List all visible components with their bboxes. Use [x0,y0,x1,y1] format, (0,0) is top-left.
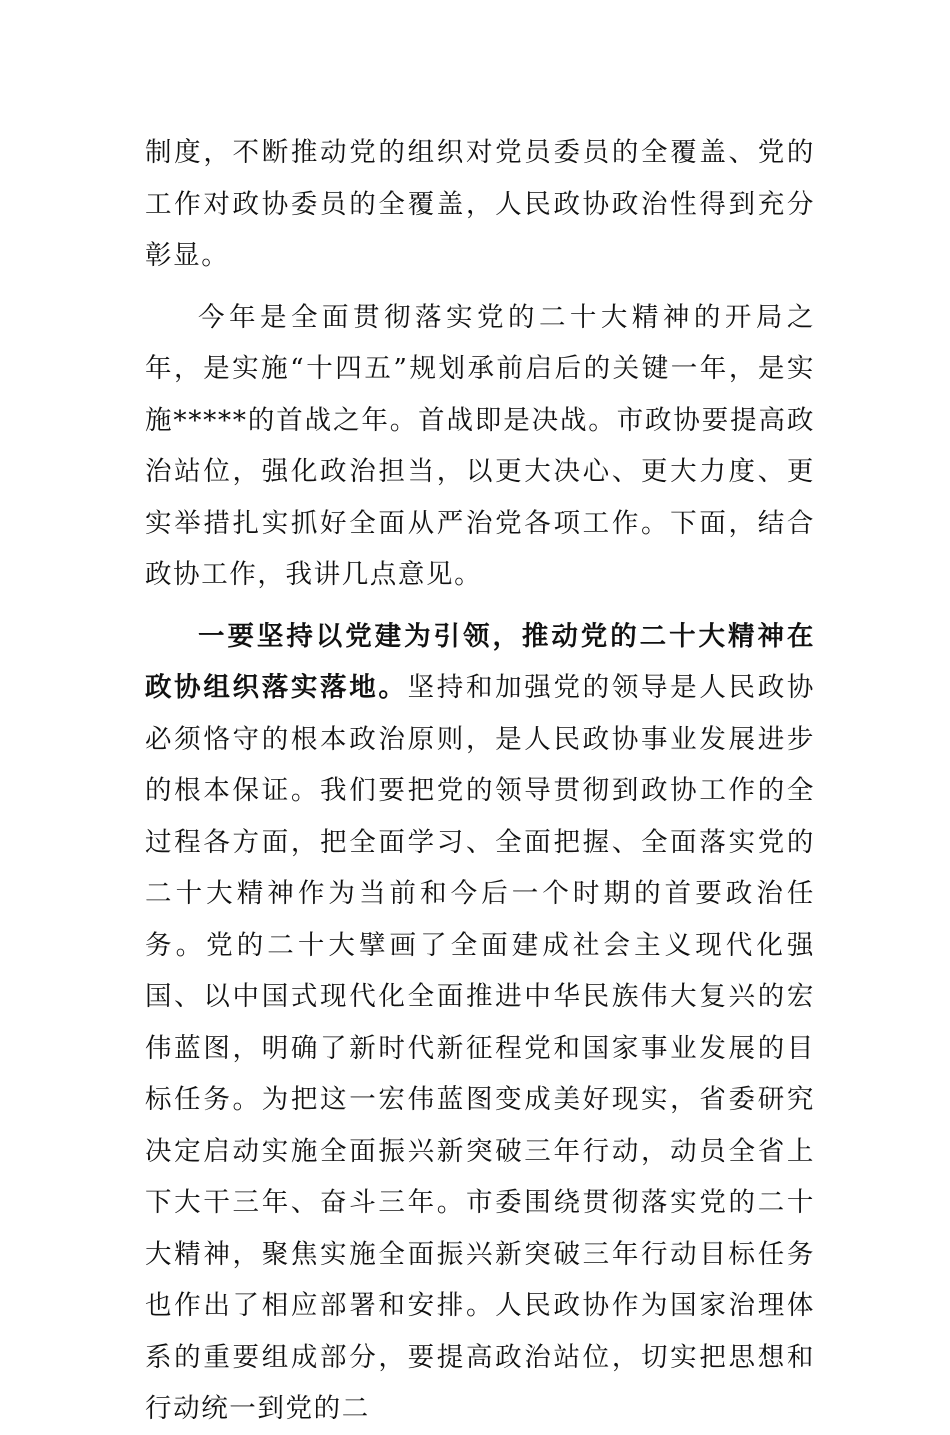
paragraph-intro [145,292,815,601]
paragraph-heading: 一要坚持以党建为引领，推动党的二十大精神在政协组织落实落地。 [145,620,815,703]
paragraph-continuation [145,127,815,282]
paragraph-point-one [145,611,815,1435]
document-body [145,127,815,1435]
paragraph-text: 制度，不断推动党的组织对党员委员的全覆盖、党的工作对政协委员的全覆盖，人民政协政治性得到充分彰显。 [145,137,815,271]
paragraph-text: 今年是全面贯彻落实党的二十大精神的开局之年，是实施“十四五”规划承前启后的关键一年，是实施*****的首战之年。首战即是决战。市政协要提高政治站位，强化政治担当，以更大决心、更大力度、更实举措扎实抓好全面从严治党各项工作。下面，结合政协工作，我讲几点意见。 [145,301,815,590]
paragraph-text: 坚持和加强党的领导是人民政协必须恪守的根本政治原则，是人民政协事业发展进步的根本保证。我们要把党的领导贯彻到政协工作的全过程各方面，把全面学习、全面把握、全面落实党的二十大精神作为当前和今后一个时期的首要政治任务。党的二十大擘画了全面建成社会主义现代化强国、以中国式现代化全面推进中华民族伟大复兴的宏伟蓝图，明确了新时代新征程党和国家事业发展的目标任务。为把这一宏伟蓝图变成美好现实，省委研究决定启动实施全面振兴新突破三年行动，动员全省上下大干三年、奋斗三年。市委围绕贯彻落实党的二十大精神，聚焦实施全面振兴新突破三年行动目标任务也作出了相应部署和安排。人民政协作为国家治理体系的重要组成部分，要提高政治站位，切实把思想和行动统一到党的二 [145,672,815,1424]
